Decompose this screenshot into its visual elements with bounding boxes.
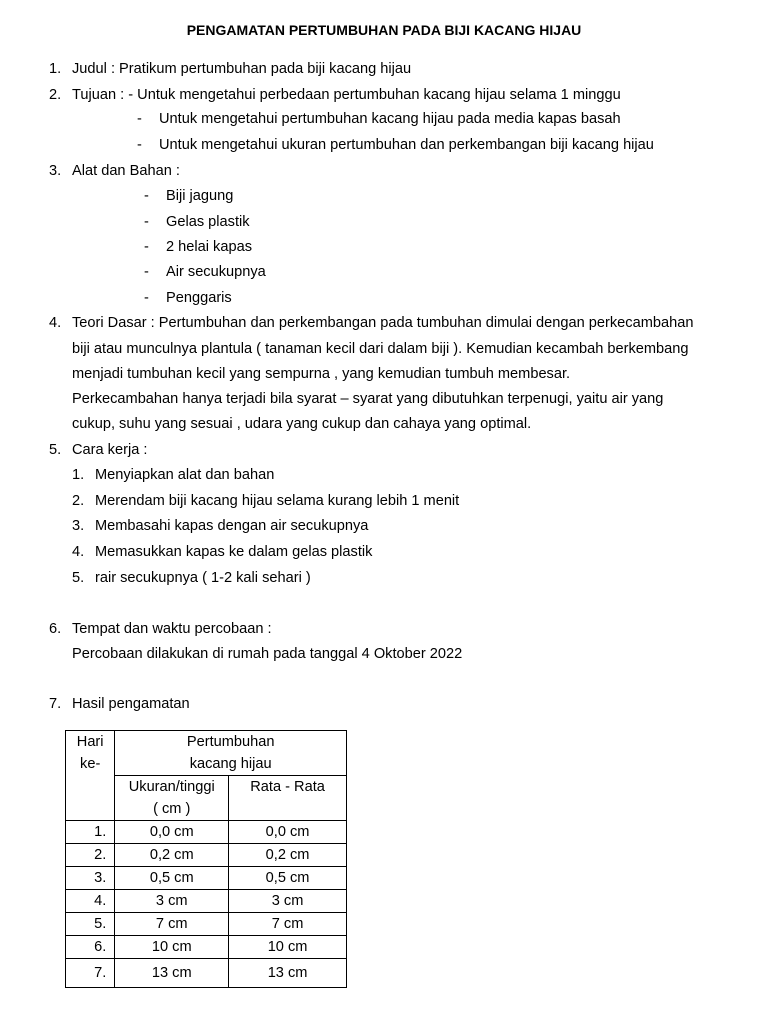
tempat-detail: Percobaan dilakukan di rumah pada tanggal 4 Oktober 2022 xyxy=(72,646,463,662)
tujuan-item: Untuk mengetahui ukuran pertumbuhan dan perkembangan biji kacang hijau xyxy=(159,137,654,153)
document-title: PENGAMATAN PERTUMBUHAN PADA BIJI KACANG HIJAU xyxy=(186,22,582,38)
section-tujuan: Tujuan : - Untuk mengetahui perbedaan pertumbuhan kacang hijau selama 1 minggu xyxy=(72,87,621,103)
teori-line: biji atau munculnya plantula ( tanaman kecil dari dalam biji ). Kemudian kecambah berkembang xyxy=(72,341,689,357)
cell-hari: 6. xyxy=(66,936,115,959)
section-number-tempat: 6. xyxy=(49,621,62,637)
section-number-judul: 1. xyxy=(49,61,62,77)
results-table xyxy=(65,730,347,988)
tujuan-dash: - xyxy=(137,137,142,153)
section-number-alat: 3. xyxy=(49,163,62,179)
cell-ukuran: 7 cm xyxy=(115,913,229,936)
step-text: Membasahi kapas dengan air secukupnya xyxy=(95,518,369,534)
teori-line: Teori Dasar : Pertumbuhan dan perkembangan pada tumbuhan dimulai dengan perkecambahan xyxy=(72,315,694,331)
cell-ukuran: 3 cm xyxy=(115,890,229,913)
table-row xyxy=(66,890,347,913)
cell-rata: 0,5 cm xyxy=(229,867,347,890)
cell-hari: 4. xyxy=(66,890,115,913)
alat-item: Penggaris xyxy=(166,290,232,306)
alat-item: Air secukupnya xyxy=(166,264,266,280)
section-hasil: Hasil pengamatan xyxy=(72,696,190,712)
step-number: 5. xyxy=(72,570,85,586)
cell-hari: 5. xyxy=(66,913,115,936)
table-row xyxy=(66,913,347,936)
cell-rata: 10 cm xyxy=(229,936,347,959)
alat-dash: - xyxy=(144,239,149,255)
header-ukuran-line: Ukuran/tinggi xyxy=(128,779,215,795)
cell-ukuran: 0,2 cm xyxy=(115,844,229,867)
table-row xyxy=(66,959,347,988)
section-number-hasil: 7. xyxy=(49,696,62,712)
step-number: 3. xyxy=(72,518,85,534)
tujuan-item: Untuk mengetahui pertumbuhan kacang hijau pada media kapas basah xyxy=(159,111,621,127)
alat-dash: - xyxy=(144,188,149,204)
step-text: rair secukupnya ( 1-2 kali sehari ) xyxy=(95,570,311,586)
header-ukuran xyxy=(115,776,229,821)
section-number-teori: 4. xyxy=(49,315,62,331)
step-number: 2. xyxy=(72,493,85,509)
header-group-line: kacang hijau xyxy=(189,756,272,772)
section-tempat: Tempat dan waktu percobaan : xyxy=(72,621,272,637)
alat-item: Biji jagung xyxy=(166,188,234,204)
table-row xyxy=(66,844,347,867)
teori-line: Perkecambahan hanya terjadi bila syarat – syarat yang dibutuhkan terpenugi, yaitu air yang xyxy=(72,391,664,407)
header-ukuran-line: ( cm ) xyxy=(153,801,191,817)
section-alat: Alat dan Bahan : xyxy=(72,163,180,179)
cell-hari: 1. xyxy=(66,821,115,844)
header-pertumbuhan xyxy=(115,731,347,776)
cell-rata: 0,0 cm xyxy=(229,821,347,844)
step-text: Memasukkan kapas ke dalam gelas plastik xyxy=(95,544,373,560)
section-number-tujuan: 2. xyxy=(49,87,62,103)
cell-ukuran: 0,0 cm xyxy=(115,821,229,844)
section-number-cara: 5. xyxy=(49,442,62,458)
alat-dash: - xyxy=(144,214,149,230)
step-number: 4. xyxy=(72,544,85,560)
cell-hari: 3. xyxy=(66,867,115,890)
cell-rata: 0,2 cm xyxy=(229,844,347,867)
table-row xyxy=(66,821,347,844)
cell-rata: 13 cm xyxy=(229,959,347,988)
cell-hari: 7. xyxy=(66,959,115,988)
alat-dash: - xyxy=(144,290,149,306)
teori-line: cukup, suhu yang sesuai , udara yang cukup dan cahaya yang optimal. xyxy=(72,416,532,432)
step-text: Merendam biji kacang hijau selama kurang lebih 1 menit xyxy=(95,493,460,509)
alat-item: 2 helai kapas xyxy=(166,239,253,255)
cell-hari: 2. xyxy=(66,844,115,867)
cell-ukuran: 10 cm xyxy=(115,936,229,959)
header-hari-line: ke- xyxy=(80,756,101,772)
header-hari-line: Hari xyxy=(76,734,104,750)
section-cara: Cara kerja : xyxy=(72,442,148,458)
cell-ukuran: 13 cm xyxy=(115,959,229,988)
tujuan-dash: - xyxy=(137,111,142,127)
table-row xyxy=(66,867,347,890)
section-judul: Judul : Pratikum pertumbuhan pada biji kacang hijau xyxy=(72,61,412,77)
teori-line: menjadi tumbuhan kecil yang sempurna , yang kemudian tumbuh membesar. xyxy=(72,366,571,382)
header-group-line: Pertumbuhan xyxy=(186,734,275,750)
table-row xyxy=(66,936,347,959)
cell-ukuran: 0,5 cm xyxy=(115,867,229,890)
header-rata: Rata - Rata xyxy=(229,776,347,821)
step-text: Menyiapkan alat dan bahan xyxy=(95,467,275,483)
alat-dash: - xyxy=(144,264,149,280)
cell-rata: 7 cm xyxy=(229,913,347,936)
alat-item: Gelas plastik xyxy=(166,214,250,230)
cell-rata: 3 cm xyxy=(229,890,347,913)
step-number: 1. xyxy=(72,467,85,483)
header-hari xyxy=(66,731,115,821)
